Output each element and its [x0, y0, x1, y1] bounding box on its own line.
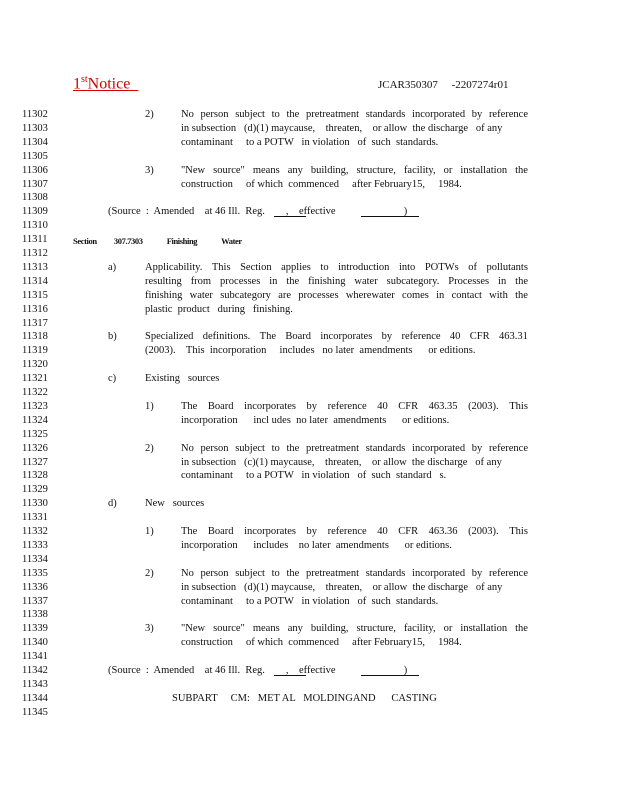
text-line: b)	[108, 331, 117, 343]
line-number: 11316	[22, 303, 48, 315]
line-number: 11337	[22, 595, 48, 607]
line-number: 11345	[22, 706, 48, 718]
text-line: plastic product during finishing.	[145, 303, 293, 315]
text-line: incorporation includes no later amendments or editions.	[181, 539, 452, 551]
line-number: 11304	[22, 136, 48, 148]
line-number: 11344	[22, 692, 48, 704]
line-number: 11326	[22, 442, 48, 454]
line-number: 11329	[22, 484, 48, 496]
line-number: 11313	[22, 261, 48, 273]
line-number: 11324	[22, 414, 48, 426]
line-number: 11306	[22, 164, 48, 176]
blank-line	[361, 675, 419, 676]
line-number: 11308	[22, 192, 48, 204]
line-number: 11333	[22, 539, 48, 551]
line-number: 11320	[22, 359, 48, 371]
text-line: The Board incorporates by reference 40 CFR 463.36 (2003). This	[181, 526, 528, 537]
text-line: a)	[108, 261, 117, 273]
text-line: 2)	[145, 442, 154, 454]
text-line: contaminant to a POTW in violation of such standards.	[181, 595, 439, 607]
text-line: "New source" means any building, structure, facility, or installation the	[181, 164, 528, 176]
text-line: 1)	[145, 526, 154, 537]
source-note: (Source : Amended at 46 Ill. Reg. , effective )	[108, 665, 408, 676]
line-number: 11318	[22, 331, 48, 343]
text-line: c)	[108, 373, 117, 385]
line-number: 11327	[22, 456, 48, 468]
line-number: 11314	[22, 275, 48, 287]
line-number: 11331	[22, 512, 48, 524]
line-number: 11310	[22, 220, 48, 232]
text-line: construction of which commenced after February15, 1984.	[181, 637, 462, 649]
text-line: No person subject to the pretreatment standards incorporated by reference	[181, 109, 528, 120]
line-number: 11325	[22, 428, 48, 440]
text-line: Specialized definitions. The Board incorporates by reference 40 CFR 463.31	[145, 331, 528, 343]
text-line: incorporation incl udes no later amendments or editions.	[181, 414, 450, 426]
blank-line	[274, 675, 306, 676]
text-line: 3)	[145, 164, 154, 176]
line-number: 11319	[22, 345, 48, 357]
text-line: 3)	[145, 623, 154, 635]
line-number: 11341	[22, 651, 48, 663]
blank-line	[274, 216, 306, 217]
line-number: 11336	[22, 581, 48, 593]
text-line: SUBPART CM: MET AL MOLDINGAND CASTING	[172, 692, 437, 704]
text-line: d)	[108, 498, 117, 510]
line-number: 11305	[22, 150, 48, 162]
document-id: JCAR350307 -2207274r01	[378, 79, 509, 91]
text-line: The Board incorporates by reference 40 CFR 463.35 (2003). This	[181, 400, 528, 412]
line-number: 11302	[22, 109, 48, 120]
line-number: 11322	[22, 387, 48, 398]
line-number: 11315	[22, 289, 48, 301]
text-line: New sources	[145, 498, 205, 510]
text-line: construction of which commenced after February15, 1984.	[181, 178, 462, 190]
line-number: 11338	[22, 609, 48, 621]
line-number: 11323	[22, 400, 48, 412]
line-number: 11317	[22, 317, 48, 329]
text-line: No person subject to the pretreatment standards incorporated by reference	[181, 567, 528, 579]
text-line: "New source" means any building, structure, facility, or installation the	[181, 623, 528, 635]
line-number: 11328	[22, 470, 48, 482]
line-number: 11334	[22, 553, 48, 565]
text-line: in subsection (c)(1) maycause, threaten, or allow the discharge of any	[181, 456, 502, 468]
text-line: 2)	[145, 567, 154, 579]
text-line: No person subject to the pretreatment standards incorporated by reference	[181, 442, 528, 454]
section-heading: Section 307.7303 Finishing Water	[73, 236, 242, 247]
text-line: 1)	[145, 400, 154, 412]
blank-line	[361, 216, 419, 217]
line-number: 11311	[22, 234, 48, 246]
text-line: in subsection (d)(1) maycause, threaten, or allow the discharge of any	[181, 122, 503, 134]
notice-heading: 1stNotice	[73, 74, 131, 93]
text-line: contaminant to a POTW in violation of such standards.	[181, 136, 439, 148]
line-number: 11307	[22, 178, 48, 190]
text-line: in subsection (d)(1) maycause, threaten, or allow the discharge of any	[181, 581, 503, 593]
text-line: (2003). This incorporation includes no later amendments or editions.	[145, 345, 476, 357]
line-number: 11312	[22, 248, 48, 259]
line-number: 11321	[22, 373, 48, 385]
text-line: Existing sources	[145, 373, 220, 385]
source-note: (Source : Amended at 46 Ill. Reg. , effective )	[108, 206, 408, 218]
text-line: contaminant to a POTW in violation of such standard s.	[181, 470, 447, 482]
text-line: 2)	[145, 109, 154, 120]
line-number: 11303	[22, 122, 48, 134]
line-number: 11343	[22, 678, 48, 690]
line-number: 11342	[22, 665, 48, 676]
line-number: 11309	[22, 206, 48, 218]
line-number: 11340	[22, 637, 48, 649]
text-line: resulting from processes in the finishing water subcategory. Processes in the	[145, 275, 528, 287]
text-line: finishing water subcategory are processes wherewater comes in contact with the	[145, 289, 528, 301]
line-number: 11330	[22, 498, 48, 510]
line-number: 11335	[22, 567, 48, 579]
line-number: 11332	[22, 526, 48, 537]
line-number: 11339	[22, 623, 48, 635]
text-line: Applicability. This Section applies to introduction into POTWs of pollutants	[145, 261, 528, 273]
